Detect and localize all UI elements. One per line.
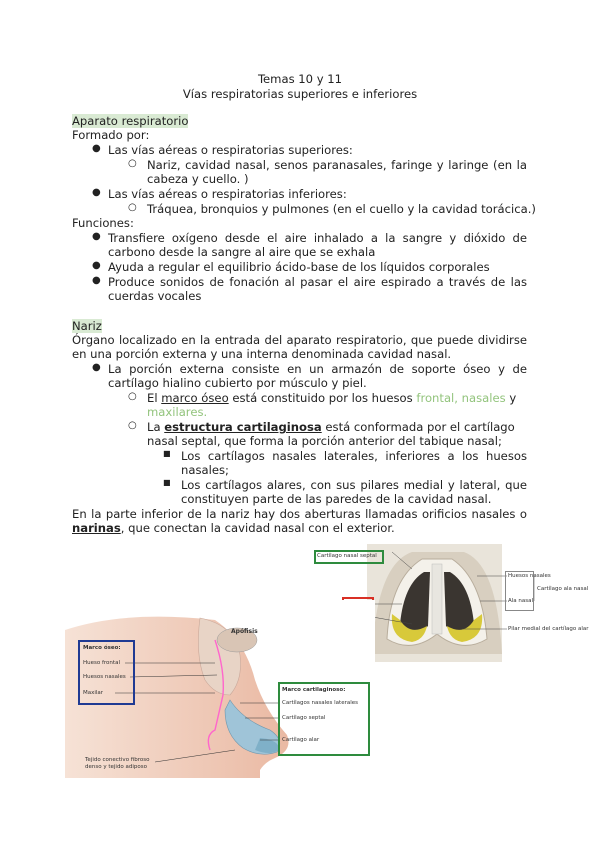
bullet-disc: ● xyxy=(92,143,101,154)
label-apofisis: Apófisis xyxy=(231,628,258,635)
list-item: Las vías aéreas o respiratorias superiores: xyxy=(108,143,353,157)
section-heading-aparato: Aparato respiratorio xyxy=(72,114,189,128)
list-item-marco: El marco óseo está constituido por los huesos frontal, nasales y xyxy=(147,391,517,405)
list-item-cont: maxilares. xyxy=(147,405,208,419)
paragraph-line: narinas, que conectan la cavidad nasal con el exterior. xyxy=(72,521,395,535)
marco-cartilaginoso-title: Marco cartilaginoso: xyxy=(282,687,346,693)
section-heading-nariz: Nariz xyxy=(72,319,102,333)
formado-por-label: Formado por: xyxy=(72,128,150,142)
label-tejido-l1: Tejido conectivo fibroso xyxy=(85,757,150,763)
list-item: Las vías aéreas o respiratorias inferiores: xyxy=(108,187,347,201)
label-hueso-frontal: Hueso frontal xyxy=(83,660,120,666)
list-item: Nariz, cavidad nasal, senos paranasales, faringe y laringe (en la xyxy=(147,158,527,172)
term-marco-oseo: marco óseo xyxy=(161,391,229,405)
list-item-cont: nasal septal, que forma la porción anterior del tabique nasal; xyxy=(147,434,502,448)
list-item-cont: cabeza y cuello. ) xyxy=(147,172,249,186)
marco-oseo-title: Marco óseo: xyxy=(83,645,121,651)
term-narinas: narinas xyxy=(72,521,121,535)
term-estructura: estructura cartilaginosa xyxy=(164,420,322,434)
paragraph-line: En la parte inferior de la nariz hay dos aberturas llamadas orificios nasales o xyxy=(72,507,527,521)
page-subtitle: Vías respiratorias superiores e inferiores xyxy=(182,87,418,101)
page-title: Temas 10 y 11 xyxy=(257,72,343,86)
bullet-square: ■ xyxy=(163,449,171,458)
bullet-disc: ● xyxy=(92,231,101,242)
list-item: Produce sonidos de fonación al pasar el aire espirado a través de las xyxy=(108,275,527,289)
label-cartilago-ala: Cartílago ala nasal xyxy=(537,586,589,592)
label-cartilago-septal: Cartílago septal xyxy=(282,715,326,721)
list-item-cont: constituyen parte de las paredes de la cavidad nasal. xyxy=(181,492,492,506)
figure-nose-profile xyxy=(65,600,375,778)
bullet-disc: ● xyxy=(92,362,101,373)
bullet-circle: ○ xyxy=(128,202,137,213)
bullet-circle: ○ xyxy=(128,420,137,431)
list-item: Los cartílagos alares, con sus pilares medial y lateral, que xyxy=(181,478,527,492)
label-cartilagos-laterales: Cartílagos nasales laterales xyxy=(282,700,358,706)
bullet-disc: ● xyxy=(92,260,101,271)
label-maxilar: Maxilar xyxy=(83,690,104,696)
funciones-label: Funciones: xyxy=(72,216,134,230)
label-pilar-medial: Pilar medial del cartílago alar xyxy=(508,626,589,632)
list-item-cont: cartílago hialino cubierto por músculo y piel. xyxy=(108,376,367,390)
bullet-disc: ● xyxy=(92,187,101,198)
list-item: Tráquea, bronquios y pulmones (en el cuello y la cavidad torácica.) xyxy=(147,202,536,216)
list-item: Transfiere oxígeno desde el aire inhalado a la sangre y dióxido de xyxy=(108,231,527,245)
paragraph-line: Órgano localizado en la entrada del aparato respiratorio, que puede dividirse xyxy=(72,333,527,347)
label-huesos-nasales: Huesos nasales xyxy=(83,674,126,680)
bullet-circle: ○ xyxy=(128,158,137,169)
label-tejido-l2: denso y tejido adiposo xyxy=(85,764,148,770)
bullet-disc: ● xyxy=(92,275,101,286)
label-cartilago-alar: Cartílago alar xyxy=(282,737,320,743)
list-item-cont: carbono desde la sangre al aire que se exhala xyxy=(108,245,376,259)
label-ala-nasal: Ala nasal xyxy=(508,598,534,604)
bullet-circle: ○ xyxy=(128,391,137,402)
bullet-square: ■ xyxy=(163,478,171,487)
list-item-estructura: La estructura cartilaginosa está conformada por el cartílago xyxy=(147,420,515,434)
list-item-cont: cuerdas vocales xyxy=(108,289,202,303)
paragraph-line: en una porción externa y una interna denominada cavidad nasal. xyxy=(72,347,452,361)
list-item-cont: nasales; xyxy=(181,463,229,477)
list-item: Ayuda a regular el equilibrio ácido-base de los líquidos corporales xyxy=(108,260,490,274)
label-cartilago-septal: Cartílago nasal septal xyxy=(317,553,377,559)
label-huesos-nasales: Huesos nasales xyxy=(508,573,551,579)
list-item: Los cartílagos nasales laterales, inferiores a los huesos xyxy=(181,449,527,463)
list-item: La porción externa consiste en un armazón de soporte óseo y de xyxy=(108,362,527,376)
